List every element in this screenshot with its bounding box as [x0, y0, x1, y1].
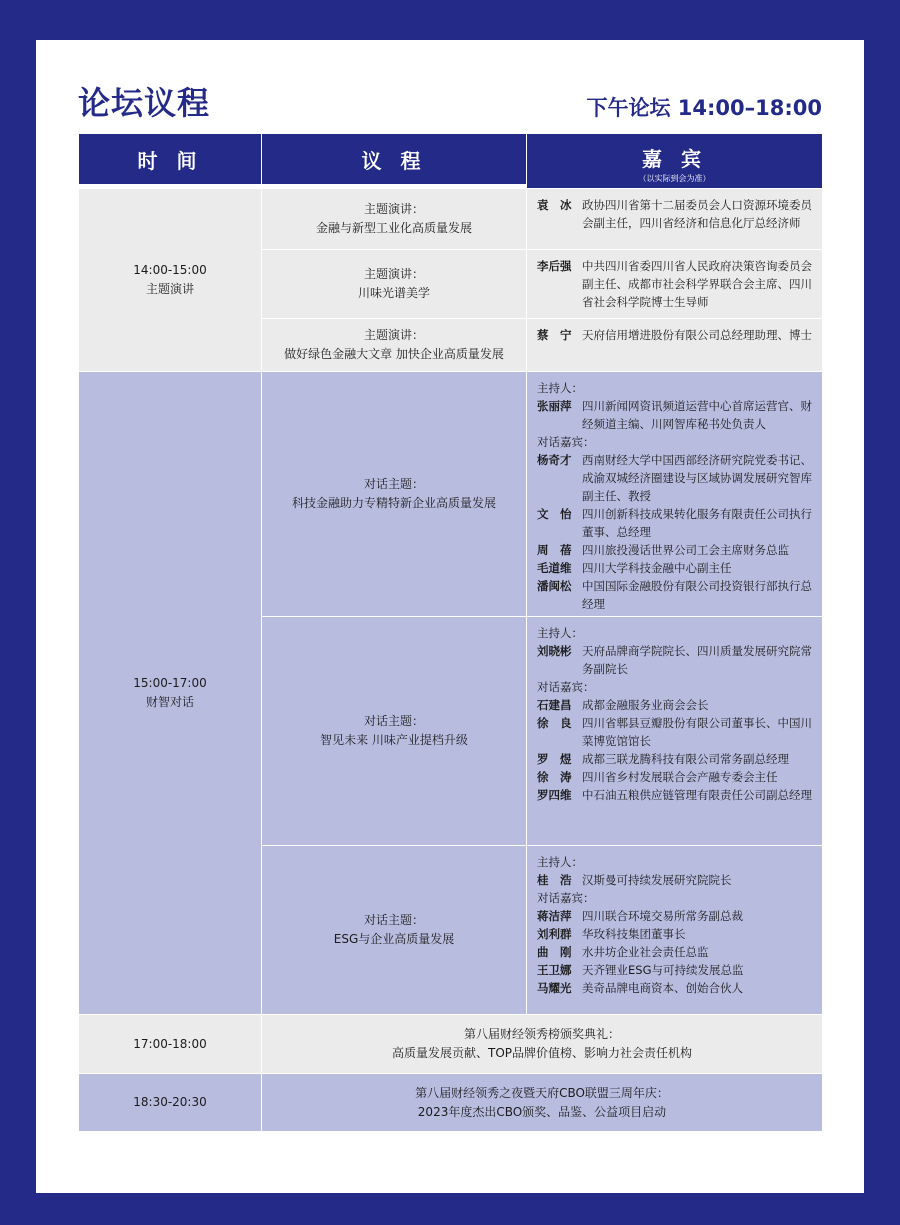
header-agenda	[262, 134, 526, 184]
guest-entry	[537, 750, 812, 768]
night-title: 第八届财经领秀之夜暨天府CBO联盟三周年庆：	[415, 1085, 669, 1100]
award-title: 第八届财经领秀榜颁奖典礼：	[463, 1027, 620, 1041]
guest-name: 蒋洁萍	[537, 909, 572, 923]
night-detail: 2023年度杰出CBO颁奖、品鉴、公益项目启动	[417, 1104, 667, 1119]
page-title: 论坛议程	[78, 84, 211, 122]
guest-name: 罗四维	[537, 788, 572, 802]
guest-name: 蔡 宁	[537, 328, 572, 342]
time-cell-keynote	[79, 189, 261, 371]
guest-entry	[537, 505, 812, 541]
guest-cell	[527, 372, 822, 616]
agenda-kind: 对话主题：	[363, 714, 424, 728]
guest-name: 文 怡	[537, 507, 572, 521]
guest-desc: 汉斯曼可持续发展研究院院长	[582, 873, 732, 887]
guest-name: 张丽萍	[537, 399, 572, 413]
time-cell-dialogue	[79, 372, 261, 1014]
night-cell	[262, 1074, 822, 1131]
guest-name: 曲 刚	[537, 945, 572, 959]
guest-entry	[537, 768, 812, 786]
guest-name: 徐 良	[537, 716, 572, 730]
guest-name: 潘闽松	[537, 579, 572, 593]
time-label: 主题演讲	[145, 282, 194, 296]
guest-name: 刘晓彬	[537, 644, 572, 658]
agenda-topic: ESG与企业高质量发展	[333, 932, 455, 946]
guest-name: 马耀光	[537, 981, 572, 995]
agenda-kind: 主题演讲：	[363, 328, 424, 342]
guest-entry	[537, 925, 812, 943]
guest-entry	[537, 907, 812, 925]
guest-entry	[537, 943, 812, 961]
guest-desc: 水井坊企业社会责任总监	[582, 945, 709, 959]
guests-label: 对话嘉宾：	[537, 891, 595, 905]
header-guests-label: 嘉 宾	[642, 146, 707, 171]
header-guests-note: （以实际到会为准）	[638, 173, 711, 183]
host-label: 主持人：	[537, 855, 583, 869]
guest-desc: 四川旅投漫话世界公司工会主席财务总监	[582, 543, 789, 557]
guest-desc: 四川新闻网资讯频道运营中心首席运营官、财经频道主编、川网智库秘书处负责人	[582, 399, 812, 431]
guest-cell	[527, 250, 822, 318]
guest-desc: 美奇品牌电商资本、创始合伙人	[582, 981, 743, 995]
guest-entry	[537, 871, 812, 889]
time-cell-award	[79, 1015, 261, 1073]
guest-entry	[537, 786, 812, 804]
agenda-cell	[262, 250, 526, 318]
time-range: 17:00-18:00	[133, 1036, 207, 1051]
guest-name: 毛道维	[537, 561, 572, 575]
guest-cell	[527, 319, 822, 371]
guest-name: 桂 浩	[537, 873, 572, 887]
agenda-topic: 智见未来 川味产业提档升级	[320, 733, 468, 747]
guest-name: 周 蓓	[537, 543, 572, 557]
guest-desc: 成都三联龙腾科技有限公司常务副总经理	[582, 752, 789, 766]
agenda-kind: 主题演讲：	[363, 202, 424, 216]
guest-name: 杨奇才	[537, 453, 572, 467]
guests-label: 对话嘉宾：	[537, 680, 595, 694]
guest-entry	[537, 642, 812, 678]
header-time	[79, 134, 261, 184]
guest-cell	[527, 189, 822, 249]
guest-entry	[537, 397, 812, 433]
guest-desc: 西南财经大学中国西部经济研究院党委书记、成渝双城经济圈建设与区域协调发展研究智库副主任、教授	[582, 453, 812, 503]
guest-desc: 四川省郫县豆瓣股份有限公司董事长、中国川菜博览馆馆长	[582, 716, 812, 748]
guest-desc: 华玫科技集团董事长	[582, 927, 686, 941]
guest-desc: 天齐锂业ESG与可持续发展总监	[582, 963, 744, 977]
guest-name: 徐 涛	[537, 770, 572, 784]
agenda-kind: 对话主题：	[363, 477, 424, 491]
guest-entry	[537, 559, 812, 577]
guest-desc: 四川联合环境交易所常务副总裁	[582, 909, 743, 923]
agenda-topic: 川味光谱美学	[357, 286, 430, 300]
guest-name: 袁 冰	[537, 198, 572, 212]
guest-desc: 中共四川省委四川省人民政府决策咨询委员会副主任、成都市社会科学界联合会主席、四川省社会科学院博士生导师	[582, 259, 812, 309]
guest-cell	[527, 846, 822, 1014]
guest-cell	[527, 617, 822, 845]
agenda-kind: 对话主题：	[363, 913, 424, 927]
guest-desc: 中国国际金融股份有限公司投资银行部执行总经理	[582, 579, 812, 611]
agenda-table	[79, 134, 822, 1131]
session-time: 下午论坛 14:00–18:00	[586, 96, 822, 120]
agenda-cell	[262, 319, 526, 371]
guest-desc: 政协四川省第十二届委员会人口资源环境委员会副主任，四川省经济和信息化厅总经济师	[582, 198, 812, 230]
time-cell-night	[79, 1074, 261, 1131]
agenda-topic: 做好绿色金融大文章 加快企业高质量发展	[284, 347, 504, 361]
time-range: 18:30-20:30	[133, 1095, 207, 1109]
guest-desc: 四川创新科技成果转化服务有限责任公司执行董事、总经理	[582, 507, 812, 539]
award-detail: 高质量发展贡献、TOP品牌价值榜、影响力社会责任机构	[391, 1046, 692, 1060]
guest-entry	[537, 979, 812, 997]
guest-entry	[537, 326, 812, 344]
guest-entry	[537, 577, 812, 613]
guest-entry	[537, 714, 812, 750]
guest-entry	[537, 451, 812, 505]
time-range: 15:00-17:00	[133, 676, 207, 690]
guest-entry	[537, 257, 812, 311]
agenda-cell	[262, 372, 526, 616]
agenda-cell	[262, 189, 526, 249]
guest-entry	[537, 961, 812, 979]
guest-entry	[537, 541, 812, 559]
header-guests	[527, 134, 822, 188]
agenda-topic: 金融与新型工业化高质量发展	[315, 221, 472, 235]
guest-desc: 成都金融服务业商会会长	[582, 698, 709, 712]
guest-name: 刘利群	[537, 927, 572, 941]
guest-desc: 中石油五粮供应链管理有限责任公司副总经理	[582, 788, 812, 802]
agenda-cell	[262, 846, 526, 1014]
host-label: 主持人：	[537, 381, 583, 395]
agenda-cell	[262, 617, 526, 845]
agenda-topic: 科技金融助力专精特新企业高质量发展	[291, 496, 496, 510]
award-cell	[262, 1015, 822, 1073]
time-range: 14:00-15:00	[133, 263, 207, 277]
guest-name: 王卫娜	[537, 963, 572, 977]
guest-name: 石建昌	[537, 698, 572, 712]
guest-desc: 天府品牌商学院院长、四川质量发展研究院常务副院长	[582, 644, 812, 676]
agenda-kind: 主题演讲：	[363, 267, 424, 281]
guest-entry	[537, 696, 812, 714]
guests-label: 对话嘉宾：	[537, 435, 595, 449]
guest-desc: 四川省乡村发展联合会产融专委会主任	[582, 770, 778, 784]
time-label: 财智对话	[145, 695, 194, 709]
guest-desc: 天府信用增进股份有限公司总经理助理、博士	[582, 328, 812, 342]
guest-entry	[537, 196, 812, 232]
guest-name: 罗 煜	[537, 752, 572, 766]
guest-name: 李后强	[537, 259, 572, 273]
header-time-label: 时 间	[137, 148, 203, 173]
host-label: 主持人：	[537, 626, 583, 640]
header-agenda-label: 议 程	[361, 148, 427, 173]
guest-desc: 四川大学科技金融中心副主任	[582, 561, 732, 575]
